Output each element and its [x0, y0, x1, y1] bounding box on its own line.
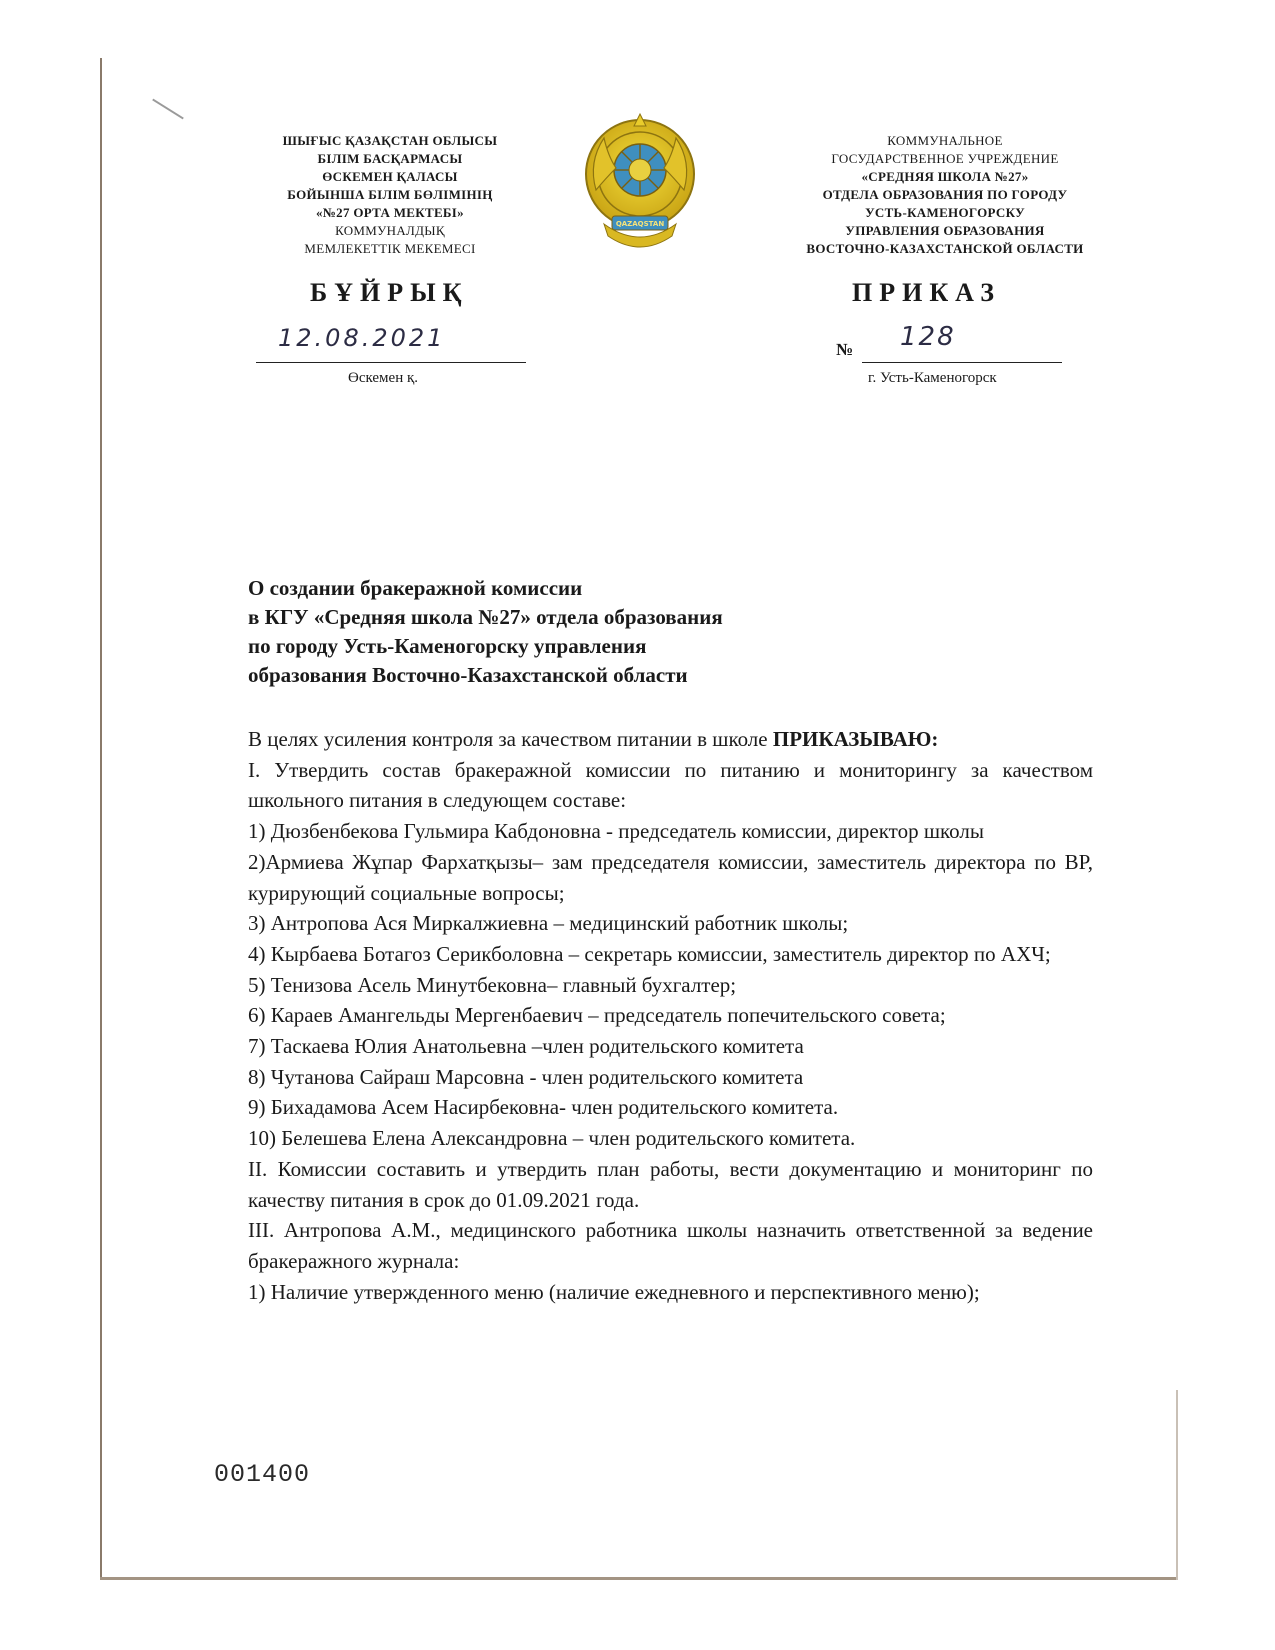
header-right-line: ВОСТОЧНО-КАЗАХСТАНСКОЙ ОБЛАСТИ: [806, 241, 1084, 256]
number-sign: №: [836, 340, 854, 359]
member-item: 7) Таскаева Юлия Анатольевна –член родительского комитета: [248, 1034, 804, 1059]
member-item: 3) Антропова Ася Миркалжиевна – медицинский работник школы;: [248, 911, 849, 936]
header-left-line: «№27 ОРТА МЕКТЕБІ»: [316, 205, 464, 220]
member-item: 6) Караев Амангельды Мергенбаевич – председатель попечительского совета;: [248, 1003, 946, 1028]
handwritten-order-number: 128: [900, 322, 956, 352]
header-left-line: ӨСКЕМЕН ҚАЛАСЫ: [322, 169, 458, 184]
city-kazakh: Өскемен қ.: [348, 370, 419, 386]
serial-number: 001400: [214, 1460, 311, 1489]
order-body: [248, 724, 1093, 1307]
member-item: 9) Бихадамова Асем Насирбековна- член родительского комитета.: [248, 1095, 839, 1120]
clause-1: I. Утвердить состав бракеражной комиссии по питанию и мониторингу за качеством школьного питания в следующем составе:: [248, 757, 1093, 813]
order-title: [248, 574, 948, 690]
header-russian-organization: [780, 132, 1110, 258]
date-underline: [256, 362, 526, 363]
staple-mark: [152, 99, 184, 120]
header-right-line: «СРЕДНЯЯ ШКОЛА №27»: [861, 169, 1029, 184]
member-item: 5) Тенизова Асель Минутбековна– главный бухгалтер;: [248, 972, 737, 997]
member-item: 4) Кырбаева Ботагоз Серикболовна – секретарь комиссии, заместитель директор по АХЧ;: [248, 941, 1051, 966]
scan-edge-bottom: [100, 1577, 1177, 1580]
scan-edge-left: [100, 58, 102, 1578]
member-item: 2)Армиева Жұпар Фархатқызы– зам председателя комиссии, заместитель директора по ВР, курирующий социальные вопросы;: [248, 849, 1093, 905]
emblem-label: QAZAQSTAN: [615, 220, 665, 228]
header-left-line: БІЛІМ БАСҚАРМАСЫ: [317, 151, 463, 166]
city-russian: г. Усть-Каменогорск: [868, 370, 997, 386]
member-item: 1) Дюзбенбекова Гульмира Кабдоновна - председатель комиссии, директор школы: [248, 819, 984, 844]
clause-2: II. Комиссии составить и утвердить план работы, вести документацию и мониторинг по качеству питания в срок до 01.09.2021 года.: [248, 1156, 1093, 1212]
member-item: 8) Чутанова Сайраш Марсовна - член родительского комитета: [248, 1064, 804, 1089]
intro-order-word: ПРИКАЗЫВАЮ:: [772, 727, 939, 751]
state-emblem-icon: [582, 112, 698, 260]
clause-3-item-1: 1) Наличие утвержденного меню (наличие ежедневного и перспективного меню);: [248, 1279, 980, 1304]
header-left-line: КОММУНАЛДЫҚ: [335, 223, 445, 238]
title-line: по городу Усть-Каменогорску управления: [248, 634, 647, 658]
header-right-line: ГОСУДАРСТВЕННОЕ УЧРЕЖДЕНИЕ: [831, 151, 1059, 166]
clause-3: III. Антропова А.М., медицинского работника школы назначить ответственной за ведение бракеражного журнала:: [248, 1218, 1093, 1273]
header-right-line: ОТДЕЛА ОБРАЗОВАНИЯ ПО ГОРОДУ: [822, 187, 1068, 202]
document-type-kazakh: БҰЙРЫҚ: [310, 278, 469, 307]
title-line: в КГУ «Средняя школа №27» отдела образования: [248, 605, 723, 629]
header-left-line: БОЙЫНША БІЛІМ БӨЛІМІНІҢ: [287, 187, 493, 202]
header-right-line: КОММУНАЛЬНОЕ: [887, 133, 1003, 148]
scan-edge-right: [1176, 1390, 1178, 1580]
header-right-line: УПРАВЛЕНИЯ ОБРАЗОВАНИЯ: [845, 223, 1045, 238]
title-line: образования Восточно-Казахстанской области: [248, 663, 688, 687]
header-left-line: МЕМЛЕКЕТТІК МЕКЕМЕСІ: [304, 241, 476, 256]
intro-text: В целях усиления контроля за качеством питании в школе: [248, 727, 773, 751]
document-type-russian: ПРИКАЗ: [852, 278, 1002, 307]
intro-paragraph: [248, 724, 1093, 755]
number-underline: [862, 362, 1062, 363]
header-left-line: ШЫҒЫС ҚАЗАҚСТАН ОБЛЫСЫ: [282, 133, 498, 148]
title-line: О создании бракеражной комиссии: [248, 576, 583, 600]
handwritten-date: 12.08.2021: [278, 324, 446, 352]
header-kazakh-organization: [250, 132, 530, 258]
header-right-line: УСТЬ-КАМЕНОГОРСКУ: [865, 205, 1025, 220]
member-item: 10) Белешева Елена Александровна – член родительского комитета.: [248, 1126, 856, 1151]
